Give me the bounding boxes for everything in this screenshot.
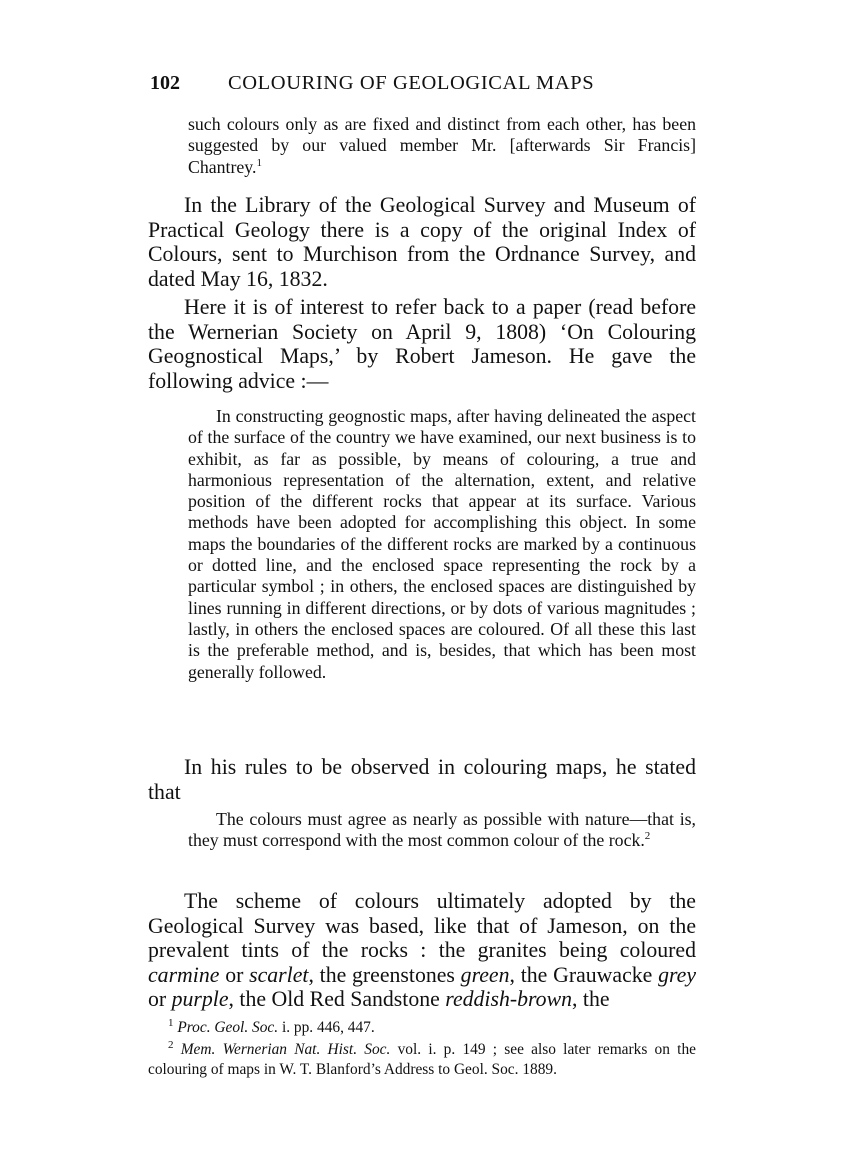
scheme-text-5: or xyxy=(148,987,172,1012)
scheme-text-3: , the greenstones xyxy=(308,962,461,987)
footnote-1-journal: Proc. Geol. Soc. xyxy=(177,1019,279,1036)
footnote-2 xyxy=(148,1040,696,1080)
footnote-2-mark: 2 xyxy=(168,1038,174,1051)
colour-purple: purple xyxy=(171,987,229,1012)
quote-continuation xyxy=(188,114,696,178)
paragraph-jameson: Here it is of interest to refer back to a paper (read before the Wernerian Society on April 9, 1808) ‘On Colouring Geognostical Maps,’ by Robert Jameson. He gave the following advice :— xyxy=(148,295,696,393)
footnote-1-mark: 1 xyxy=(168,1016,174,1029)
running-title: COLOURING OF GEOLOGICAL MAPS xyxy=(228,72,595,94)
scheme-text-4: , the Grauwacke xyxy=(509,962,659,987)
footnote-2-text: vol. i. p. 149 ; see also later remarks on the colouring of maps in W. T. Blanford’s Address to Geol. Soc. 1889. xyxy=(148,1041,696,1078)
colour-reddish-brown: reddish-brown xyxy=(445,987,573,1012)
quote-rules xyxy=(188,809,696,852)
paragraph-rules: In his rules to be observed in colouring maps, he stated that xyxy=(148,755,696,804)
footnote-1 xyxy=(168,1018,716,1038)
scheme-text-1: The scheme of colours ultimately adopted by the Geological Survey was based, like that of Jameson, on the prevalent tints of the rocks : the granites being coloured xyxy=(148,889,696,963)
footnote-1-text: i. pp. 446, 447. xyxy=(278,1019,375,1036)
scheme-text-6: , the Old Red Sandstone xyxy=(228,987,446,1012)
page-header xyxy=(150,72,710,98)
quote-advice: In constructing geognostic maps, after having delineated the aspect of the surface of the country we have examined, our next business is to exhibit, as far as possible, by means of colouring, a true and harmonious representation of the alternation, extent, and relative position of the different rocks that appear at its surface. Various methods have been adopted for accomplishing this object. In some maps the boundaries of the different rocks are marked by a continuous or dotted line, and the enclosed space representing the rock by a particular symbol ; in others, the enclosed spaces are distinguished by lines running in different directions, or by dots of various magnitudes ; lastly, in others the enclosed spaces are coloured. Of all these this last is the preferable method, and is, besides, that which has been most generally followed. xyxy=(188,406,696,682)
colour-green: green xyxy=(460,962,510,987)
paragraph-library: In the Library of the Geological Survey and Museum of Practical Geology there is a copy of the original Index of Colours, sent to Murchison from the Ordnance Survey, and dated May 16, 1832. xyxy=(148,193,696,291)
quote-continuation-text: such colours only as are fixed and distinct from each other, has been suggested by our valued member Mr. [afterwards Sir Francis] Chantrey. xyxy=(188,114,696,177)
colour-scarlet: scarlet xyxy=(249,962,309,987)
page-number: 102 xyxy=(150,72,180,94)
footnote-ref-1: 1 xyxy=(256,156,262,169)
scheme-text-7: , the xyxy=(572,987,610,1012)
quote-rules-text: The colours must agree as nearly as possible with nature—that is, they must correspond with the most common colour of the rock. xyxy=(188,809,696,851)
paragraph-scheme xyxy=(148,889,696,1012)
footnote-ref-2: 2 xyxy=(644,830,651,843)
colour-grey: grey xyxy=(658,962,696,987)
scheme-text-2: or xyxy=(219,962,250,987)
colour-carmine: carmine xyxy=(148,962,220,987)
footnote-2-journal: Mem. Wernerian Nat. Hist. Soc. xyxy=(180,1041,391,1058)
